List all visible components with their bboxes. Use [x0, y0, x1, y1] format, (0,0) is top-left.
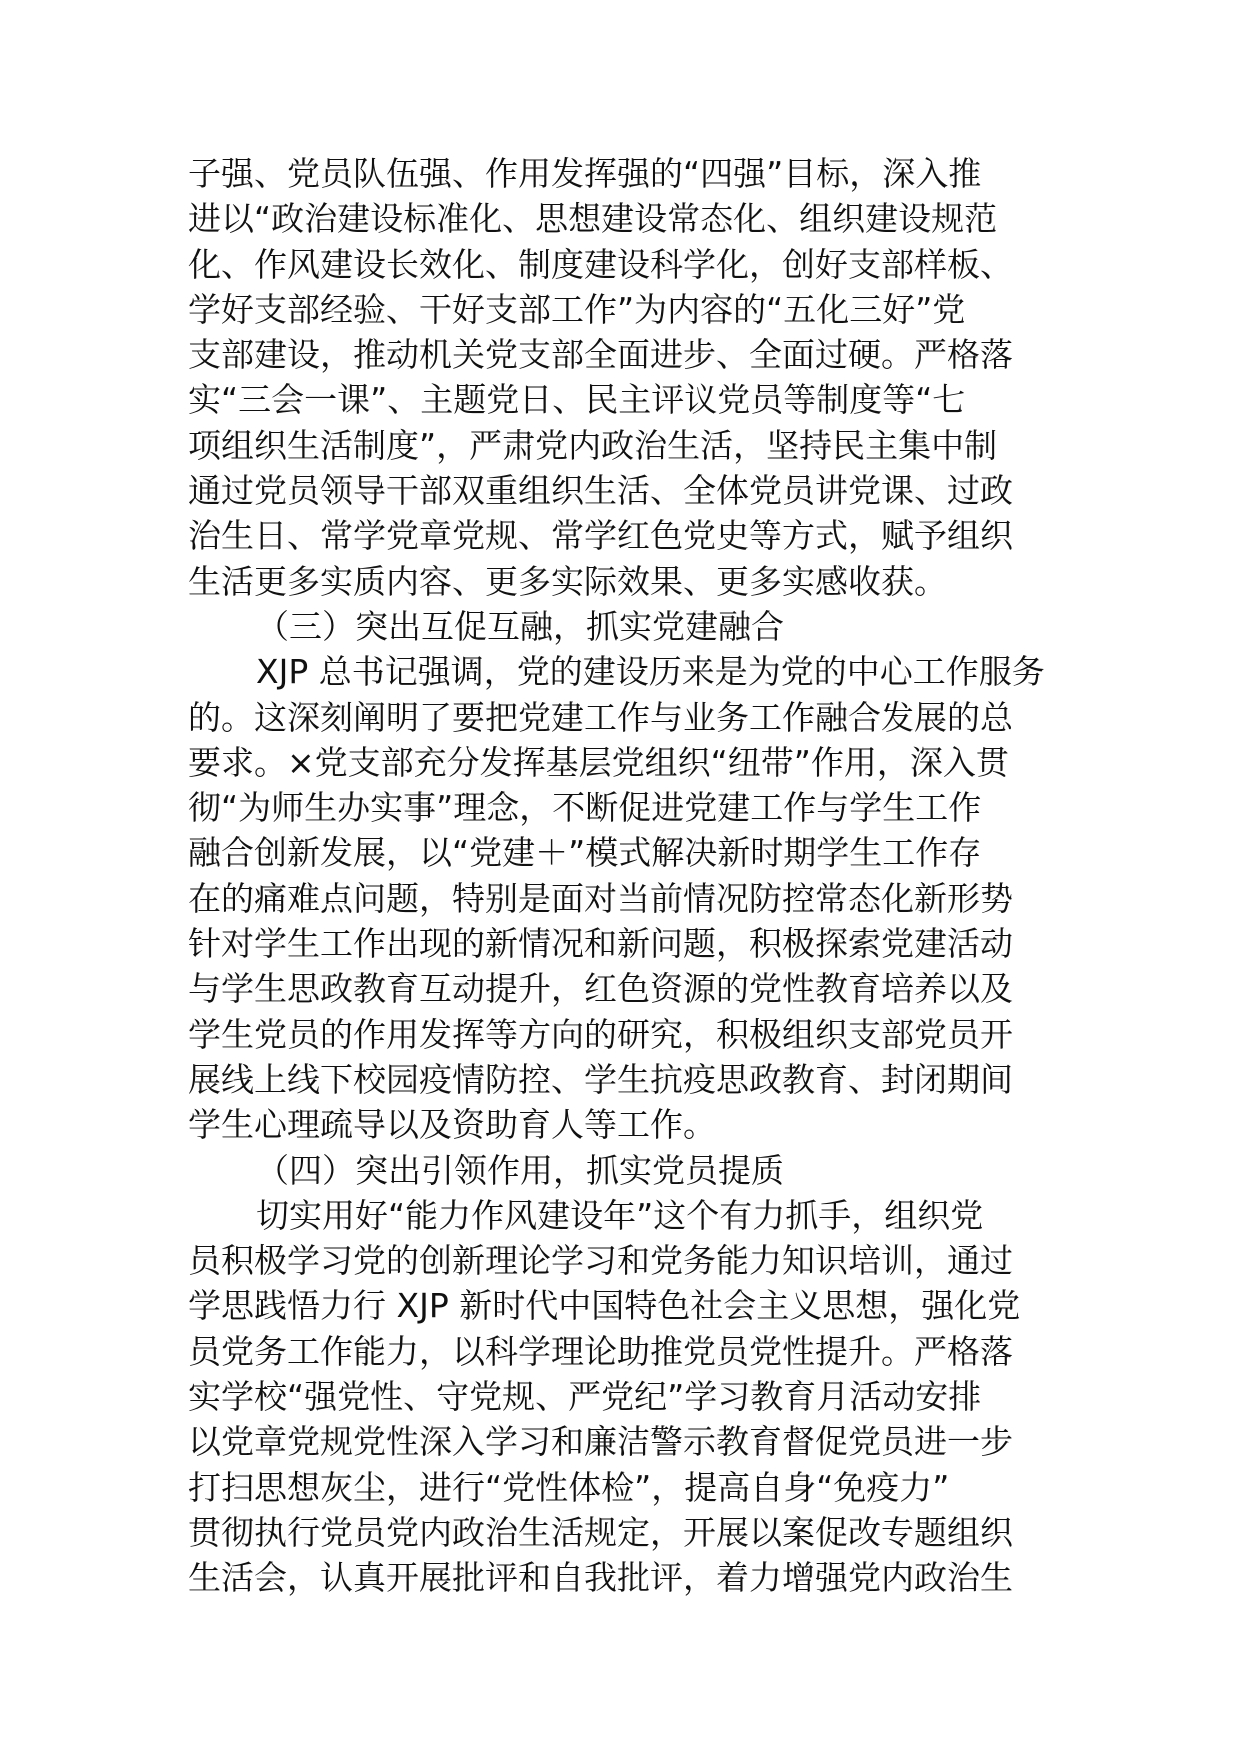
section-heading: （三）突出互促互融，抓实党建融合 — [256, 606, 784, 646]
paragraph-line: 要求。×党支部充分发挥基层党组织“纽带”作用，深入贯 — [188, 742, 1009, 782]
paragraph-line: 学生心理疏导以及资助育人等工作。 — [188, 1105, 716, 1145]
paragraph-line: 子强、党员队伍强、作用发挥强的“四强”目标，深入推 — [188, 154, 982, 193]
paragraph-line: 展线上线下校园疫情防控、学生抗疫思政教育、封闭期间 — [188, 1059, 1013, 1099]
paragraph-line: 进以“政治建设标准化、思想建设常态化、组织建设规范 — [188, 199, 998, 239]
paragraph-line: 员积极学习党的创新理论学习和党务能力知识培训，通过 — [188, 1241, 1013, 1281]
document-body — [188, 151, 1060, 1601]
paragraph-line: 融合创新发展，以“党建＋”模式解决新时期学生工作存 — [188, 833, 982, 873]
paragraph-line: 的。这深刻阐明了要把党建工作与业务工作融合发展的总 — [188, 697, 1013, 737]
paragraph-line: XJP 总书记强调，党的建设历来是为党的中心工作服务 — [256, 652, 1045, 692]
paragraph-line: 治生日、常学党章党规、常学红色党史等方式，赋予组织 — [188, 516, 1013, 556]
paragraph-line: 支部建设，推动机关党支部全面进步、全面过硬。严格落 — [188, 335, 1013, 375]
paragraph-line: 生活会，认真开展批评和自我批评，着力增强党内政治生 — [188, 1558, 1013, 1598]
paragraph-line: 切实用好“能力作风建设年”这个有力抓手，组织党 — [256, 1195, 984, 1235]
paragraph-line: 生活更多实质内容、更多实际效果、更多实感收获。 — [188, 561, 947, 601]
paragraph-line: 员党务工作能力，以科学理论助推党员党性提升。严格落 — [188, 1331, 1013, 1371]
paragraph-line: 以党章党规党性深入学习和廉洁警示教育督促党员进一步 — [188, 1422, 1013, 1462]
paragraph-line: 实“三会一课”、主题党日、民主评议党员等制度等“七 — [188, 380, 966, 420]
paragraph-line: 针对学生工作出现的新情况和新问题，积极探索党建活动 — [188, 924, 1013, 964]
paragraph-line: 与学生思政教育互动提升，红色资源的党性教育培养以及 — [188, 969, 1013, 1009]
paragraph-line: 项组织生活制度”，严肃党内政治生活，坚持民主集中制 — [188, 425, 998, 465]
paragraph-line: 实学校“强党性、守党规、严党纪”学习教育月活动安排 — [188, 1377, 982, 1417]
paragraph-line: 通过党员领导干部双重组织生活、全体党员讲党课、过政 — [188, 471, 1013, 511]
paragraph-line: 学好支部经验、干好支部工作”为内容的“五化三好”党 — [188, 289, 966, 329]
paragraph-line: 打扫思想灰尘，进行“党性体检”，提高自身“免疫力” — [188, 1467, 950, 1507]
paragraph-line: 在的痛难点问题，特别是面对当前情况防控常态化新形势 — [188, 878, 1013, 918]
paragraph-line: 化、作风建设长效化、制度建设科学化，创好支部样板、 — [188, 244, 1013, 284]
section-heading: （四）突出引领作用，抓实党员提质 — [256, 1150, 784, 1190]
paragraph-line: 彻“为师生办实事”理念，不断促进党建工作与学生工作 — [188, 788, 982, 828]
paragraph-line: 学思践悟力行 XJP 新时代中国特色社会主义思想，强化党 — [188, 1286, 1021, 1326]
paragraph-line: 学生党员的作用发挥等方向的研究，积极组织支部党员开 — [188, 1014, 1013, 1054]
paragraph-line: 贯彻执行党员党内政治生活规定，开展以案促改专题组织 — [188, 1512, 1013, 1552]
